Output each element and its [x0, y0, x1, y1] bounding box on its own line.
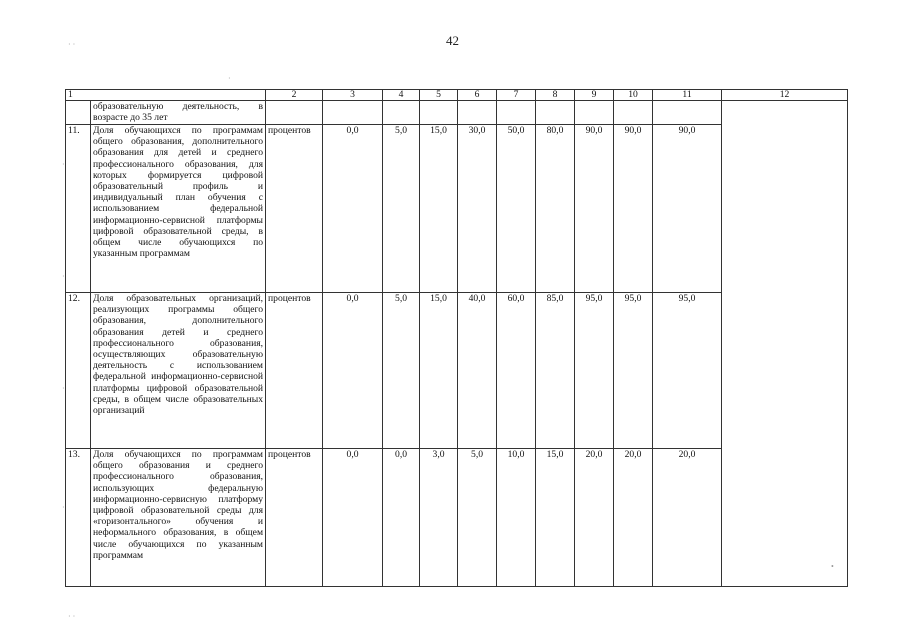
page-number: 42 [446, 33, 459, 48]
value-cell: 20,0 [653, 449, 722, 587]
value-cell: 95,0 [653, 293, 722, 449]
header-cell: 8 [536, 90, 575, 101]
value-cell [420, 101, 458, 125]
value-cell: 0,0 [323, 449, 383, 587]
header-cell: 10 [614, 90, 653, 101]
column-12-cell [722, 101, 848, 587]
scan-speck: · [62, 160, 65, 169]
scan-speck: · · [68, 612, 76, 621]
scan-speck: · · [68, 40, 76, 49]
indicator-description: образовательную деятельность, в возрасте до 35 лет [91, 101, 266, 125]
row-number: 12. [66, 293, 91, 449]
unit-cell: процентов [266, 125, 323, 293]
value-cell: 90,0 [614, 125, 653, 293]
value-cell [323, 101, 383, 125]
value-cell: 50,0 [497, 125, 536, 293]
header-cell: 6 [458, 90, 497, 101]
value-cell [653, 101, 722, 125]
row-number: 11. [66, 125, 91, 293]
header-cell: 7 [497, 90, 536, 101]
value-cell: 5,0 [458, 449, 497, 587]
value-cell: 0,0 [323, 293, 383, 449]
header-cell: 1 [66, 90, 266, 101]
header-cell: 2 [266, 90, 323, 101]
value-cell [383, 101, 420, 125]
indicator-description: Доля обучающихся по программам общего образования и среднего профессионального образования, использующих федеральную информационно-сервисную платформу цифровой образовательной среды для «горизонтального» обучения и неформального образования, в общем числе обучающихся по указанным программам [91, 449, 266, 587]
value-cell: 80,0 [536, 125, 575, 293]
value-cell [575, 101, 614, 125]
header-cell: 9 [575, 90, 614, 101]
row-number [66, 101, 91, 125]
value-cell [458, 101, 497, 125]
value-cell: 90,0 [575, 125, 614, 293]
unit-cell: процентов [266, 449, 323, 587]
value-cell: 95,0 [614, 293, 653, 449]
value-cell: 40,0 [458, 293, 497, 449]
value-cell: 5,0 [383, 125, 420, 293]
header-cell: 11 [653, 90, 722, 101]
scan-speck: • [831, 562, 834, 571]
value-cell [614, 101, 653, 125]
value-cell: 20,0 [614, 449, 653, 587]
indicator-description: Доля обучающихся по программам общего образования, дополнительного образования для детей и среднего профессионального образования, для которых формируется цифровой образовательный профиль и индивидуальный план обучения с использованием федеральной информационно-сервисной платформы цифровой образовательной среды, в общем числе обучающихся по указанным программам [91, 125, 266, 293]
value-cell: 10,0 [497, 449, 536, 587]
value-cell [536, 101, 575, 125]
header-cell: 5 [420, 90, 458, 101]
table-header-row [66, 90, 848, 101]
value-cell: 15,0 [420, 125, 458, 293]
value-cell: 5,0 [383, 293, 420, 449]
value-cell: 85,0 [536, 293, 575, 449]
header-cell: 12 [722, 90, 848, 101]
value-cell: 60,0 [497, 293, 536, 449]
unit-cell [266, 101, 323, 125]
table-row-continuation [66, 101, 848, 125]
value-cell: 95,0 [575, 293, 614, 449]
header-cell: 3 [323, 90, 383, 101]
value-cell: 15,0 [536, 449, 575, 587]
row-number: 13. [66, 449, 91, 587]
value-cell: 0,0 [323, 125, 383, 293]
header-cell: 4 [383, 90, 420, 101]
scan-speck: · [62, 503, 65, 512]
value-cell: 0,0 [383, 449, 420, 587]
scan-speck: · [62, 272, 65, 281]
scan-speck: · [62, 384, 65, 393]
value-cell [497, 101, 536, 125]
indicators-table [65, 89, 848, 587]
indicator-description: Доля образовательных организаций, реализующих программы общего образования, дополнительного образования детей и среднего профессионального образования, осуществляющих образовательную деятельность с использованием федеральной информационно-сервисной платформы цифровой образовательной среды, в общем числе образовательных организаций [91, 293, 266, 449]
value-cell: 30,0 [458, 125, 497, 293]
scan-speck: · [228, 74, 231, 83]
value-cell: 15,0 [420, 293, 458, 449]
value-cell: 90,0 [653, 125, 722, 293]
value-cell: 20,0 [575, 449, 614, 587]
value-cell: 3,0 [420, 449, 458, 587]
unit-cell: процентов [266, 293, 323, 449]
